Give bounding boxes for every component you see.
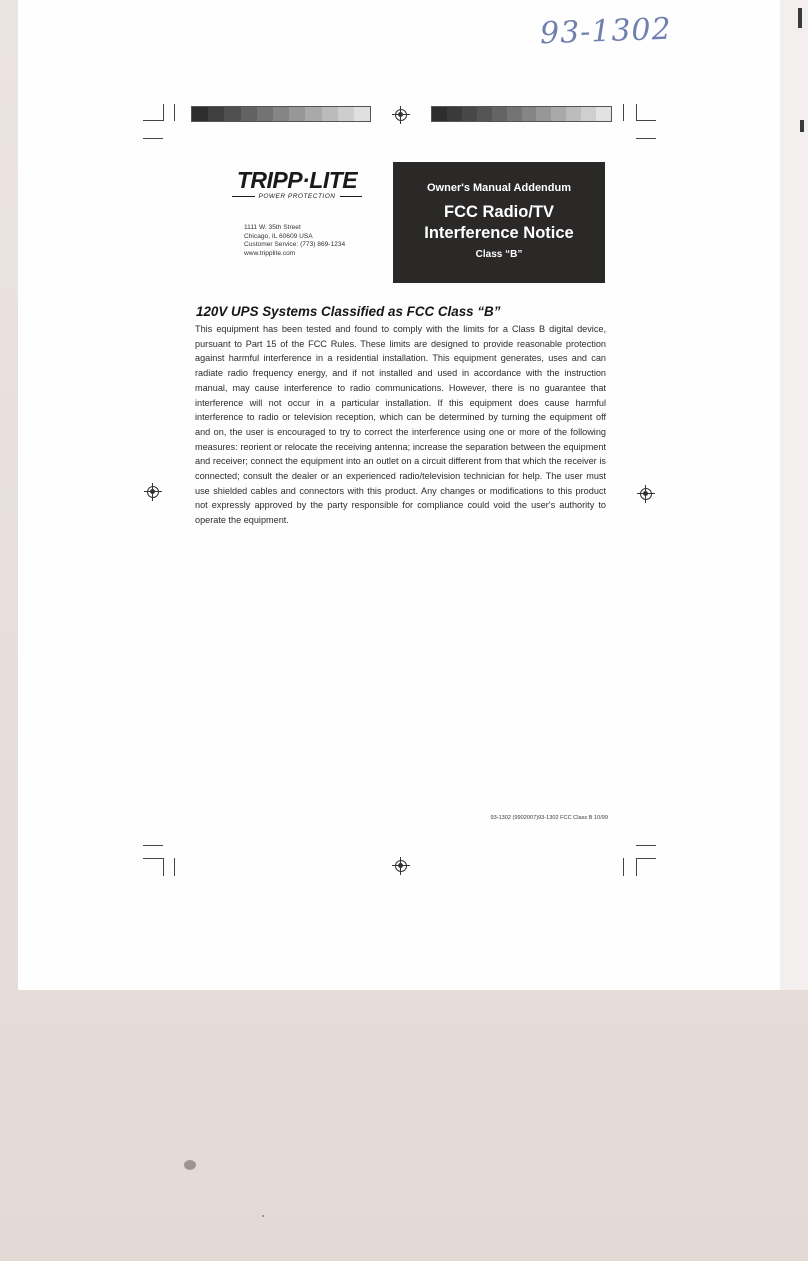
- crop-mark: [174, 104, 175, 121]
- registration-bar-right: [431, 106, 612, 122]
- registration-target-icon: [392, 106, 410, 124]
- crop-mark: [636, 120, 656, 121]
- address-web: www.tripplite.com: [244, 249, 296, 257]
- registration-swatch: [432, 107, 447, 121]
- registration-target-icon: [144, 483, 162, 501]
- address-street: 1111 W. 35th Street: [244, 224, 301, 231]
- registration-swatch: [322, 107, 338, 121]
- crop-mark: [623, 104, 624, 121]
- scan-smudge: [184, 1160, 196, 1170]
- registration-bar-left: [191, 106, 371, 122]
- logo-rule: [232, 196, 255, 197]
- tripp-lite-logo: [232, 168, 362, 200]
- registration-swatch: [462, 107, 477, 121]
- crop-mark: [636, 104, 637, 121]
- page-edge: [780, 0, 808, 990]
- crop-mark: [636, 845, 656, 846]
- crop-mark: [636, 138, 656, 139]
- logo-wordmark: TRIPP·LITE: [236, 167, 358, 193]
- crop-mark: [174, 858, 175, 876]
- registration-swatch: [354, 107, 370, 121]
- registration-swatch: [208, 107, 224, 121]
- registration-swatch: [566, 107, 581, 121]
- registration-swatch: [447, 107, 462, 121]
- registration-swatch: [305, 107, 321, 121]
- crop-mark: [163, 104, 164, 121]
- title-box: [393, 162, 605, 283]
- registration-target-icon: [392, 857, 410, 875]
- section-heading: 120V UPS Systems Classified as FCC Class “B”: [196, 304, 501, 319]
- registration-swatch: [241, 107, 257, 121]
- registration-target-icon: [637, 485, 655, 503]
- registration-swatch: [507, 107, 522, 121]
- document-code: 93-1302 (9902007)93-1302 FCC Class B 10/99: [490, 815, 608, 821]
- title-subtitle: Owner's Manual Addendum: [427, 182, 571, 194]
- handwritten-part-number: 93-1302: [539, 11, 673, 52]
- address-service: Customer Service: (773) 869-1234: [244, 241, 346, 249]
- crop-mark: [143, 845, 163, 846]
- scan-speck: [262, 1215, 264, 1217]
- title-class: Class “B”: [475, 249, 523, 260]
- registration-swatch: [192, 107, 208, 121]
- registration-swatch: [492, 107, 507, 121]
- registration-swatch: [551, 107, 566, 121]
- registration-swatch: [477, 107, 492, 121]
- title-main-line1: FCC Radio/TV: [444, 203, 554, 221]
- registration-swatch: [581, 107, 596, 121]
- section-body: This equipment has been tested and found to comply with the limits for a Class B digital device, pursuant to Part 15 of the FCC Rules. These limits are designed to provide reasonable protection against harmful interference in a residential installation. This equipment generates, uses and can radiate radio frequency energy, and if not installed and used in accordance with the instruction manual, may cause interference to radio communications. However, there is no guarantee that interference will not occur in a particular installation. If this equipment does cause harmful interference to radio or television reception, which can be determined by turning the equipment off and on, the user is encouraged to try to correct the interference using one or more of the following measures: reorient or relocate the receiving antenna; increase the separation between the equipment and receiver; connect the equipment into an outlet on a circuit different from that which the receiver is connected; consult the dealer or an experienced radio/television technician for help. The user must use shielded cables and connectors with this product. Any changes or modifications to this product not expressly approved by the party responsible for compliance could void the user's authority to operate the equipment.: [195, 324, 606, 526]
- title-main-line2: Interference Notice: [424, 224, 574, 242]
- crop-mark: [143, 858, 163, 859]
- registration-swatch: [224, 107, 240, 121]
- registration-swatch: [596, 107, 611, 121]
- registration-swatch: [257, 107, 273, 121]
- registration-swatch: [289, 107, 305, 121]
- edge-mark: [800, 120, 804, 132]
- crop-mark: [636, 858, 637, 876]
- registration-swatch: [338, 107, 354, 121]
- registration-swatch: [522, 107, 537, 121]
- logo-tagline: POWER PROTECTION: [258, 193, 336, 200]
- company-address: [244, 224, 345, 258]
- registration-swatch: [273, 107, 289, 121]
- address-city: Chicago, IL 60609 USA: [244, 232, 313, 240]
- logo-rule: [340, 196, 363, 197]
- registration-swatch: [536, 107, 551, 121]
- crop-mark: [636, 858, 656, 859]
- crop-mark: [623, 858, 624, 876]
- edge-mark: [798, 8, 802, 28]
- crop-mark: [143, 120, 163, 121]
- crop-mark: [163, 858, 164, 876]
- crop-mark: [143, 138, 163, 139]
- logo-tagline-row: [232, 193, 362, 200]
